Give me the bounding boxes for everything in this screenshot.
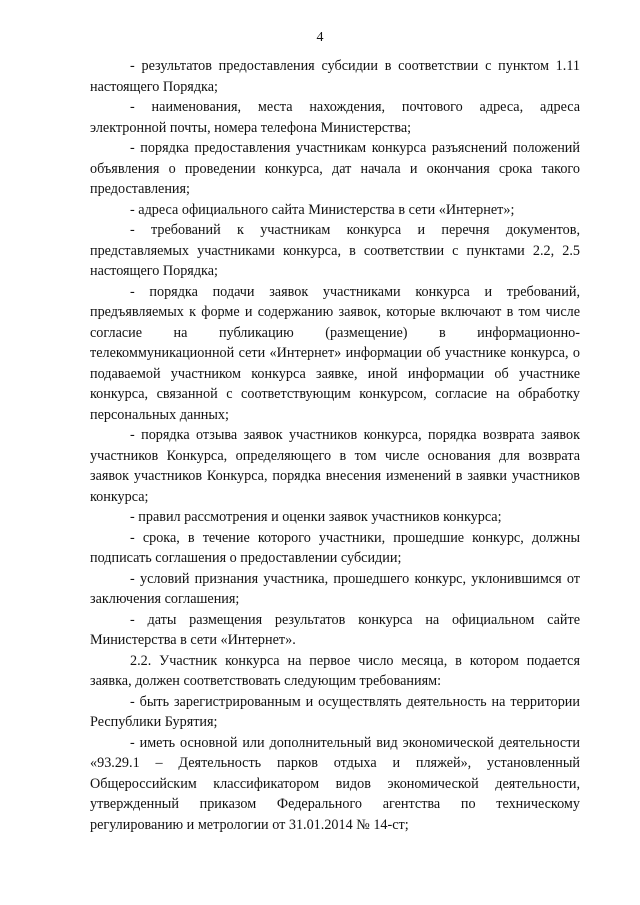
paragraph-evasion-conditions: - условий признания участника, прошедшего конкурс, уклонившимся от заключения соглашения; — [90, 570, 580, 607]
page-number: 4 — [316, 30, 324, 45]
paragraph-participant-requirements: - требований к участникам конкурса и перечня документов, представляемых участниками конкурса, в соответствии с пунктами 2.2, 2.5 настоящего Порядка; — [90, 222, 580, 279]
paragraph-registration: - быть зарегистрированным и осуществлять деятельность на территории Республики Бурятия; — [90, 693, 580, 730]
paragraph-clarifications: - порядка предоставления участникам конкурса разъяснений положений объявления о проведении конкурса, дат начала и окончания срока такого предоставления; — [90, 140, 580, 197]
paragraph-ministry-contacts: - наименования, места нахождения, почтового адреса, адреса электронной почты, номера телефона Министерства; — [90, 99, 580, 136]
paragraph-evaluation-rules: - правил рассмотрения и оценки заявок участников конкурса; — [130, 509, 502, 525]
paragraph-results: - результатов предоставления субсидии в соответствии с пунктом 1.11 настоящего Порядка; — [90, 58, 580, 95]
document-body — [90, 56, 580, 835]
paragraph-withdrawal-procedure: - порядка отзыва заявок участников конкурса, порядка возврата заявок участников Конкурса, определяющего в том числе основания для возврата заявок участников Конкурса, порядка внесения изменений в заявки участников конкурса; — [90, 427, 580, 505]
paragraph-official-site: - адреса официального сайта Министерства в сети «Интернет»; — [130, 201, 515, 218]
paragraph-results-publication: - даты размещения результатов конкурса на официальном сайте Министерства в сети «Интернет». — [90, 611, 580, 648]
paragraph-signing-deadline: - срока, в течение которого участники, прошедшие конкурс, должны подписать соглашения о предоставлении субсидии; — [90, 529, 580, 566]
paragraph-economic-activity: - иметь основной или дополнительный вид экономической деятельности «93.29.1 – Деятельность парков отдыха и пляжей», установленный Общероссийским классификатором видов экономической деятельности, утвержденный приказом Федерального агентства по техническому регулированию и метрологии от 31.01.2014 № 14-ст; — [90, 734, 580, 833]
paragraph-section-2-2: 2.2. Участник конкурса на первое число месяца, в котором подается заявка, должен соответствовать следующим требованиям: — [90, 652, 580, 689]
paragraph-application-procedure: - порядка подачи заявок участниками конкурса и требований, предъявляемых к форме и содержанию заявок, которые включают в том числе согласие на публикацию (размещение) в информационно-телекоммуникационной сети «Интернет» информации об участнике конкурса, о подаваемой участником конкурса заявке, иной информации об участнике конкурса, связанной с соответствующим конкурсом, согласие на обработку персональных данных; — [90, 283, 580, 423]
